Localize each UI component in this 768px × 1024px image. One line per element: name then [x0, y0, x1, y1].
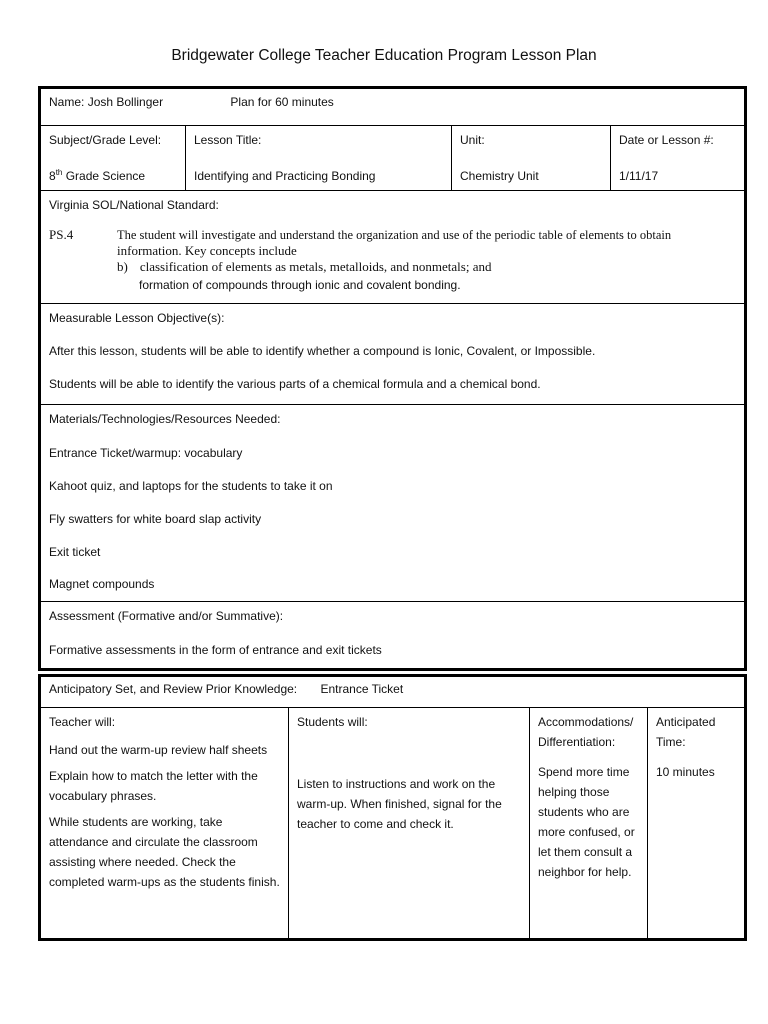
- teacher-item: While students are working, take attendance and circulate the classroom assisting where needed. Check the completed warm-ups as the students finish.: [49, 815, 280, 889]
- standard-code: PS.4: [49, 227, 74, 242]
- anticipatory-activity: Entrance Ticket: [320, 682, 404, 696]
- name-value: Josh Bollinger: [87, 95, 164, 109]
- standard-text-line1: The student will investigate and understand the organization and use of the periodic table of elements to obtain: [117, 228, 672, 242]
- standard-item-c: formation of compounds through ionic and covalent bonding.: [139, 278, 461, 292]
- students-text: Listen to instructions and work on the warm-up. When finished, signal for the teacher to come and check it.: [297, 777, 502, 831]
- name-label: Name:: [49, 95, 85, 109]
- lesson-plan-table: [38, 86, 747, 671]
- material-item: Fly swatters for white board slap activity: [49, 512, 262, 526]
- unit-label: Unit:: [460, 133, 485, 147]
- plan-duration: Plan for 60 minutes: [230, 95, 334, 109]
- teacher-item: Hand out the warm-up review half sheets: [49, 743, 268, 757]
- material-item: Kahoot quiz, and laptops for the students to take it on: [49, 479, 333, 493]
- objective-line2: Students will be able to identify the various parts of a chemical formula and a chemical bond.: [49, 377, 541, 391]
- objective-row: [40, 304, 746, 405]
- time-value: 10 minutes: [656, 765, 715, 779]
- materials-row: [40, 405, 746, 602]
- date-value: 1/11/17: [619, 169, 659, 183]
- subject-value: 8th Grade Science: [49, 168, 146, 183]
- standard-label: Virginia SOL/National Standard:: [49, 198, 219, 212]
- objective-label: Measurable Lesson Objective(s):: [49, 311, 225, 325]
- unit-value: Chemistry Unit: [460, 169, 539, 183]
- anticipatory-table: [38, 674, 747, 941]
- accommodations-text: Spend more time helping those students who are more confused, or let them consult a neighbor for help.: [538, 765, 635, 879]
- standard-item-b: b) classification of elements as metals, metalloids, and nonmetals; and: [117, 259, 492, 274]
- standard-text-line2: information. Key concepts include: [117, 243, 297, 258]
- materials-label: Materials/Technologies/Resources Needed:: [49, 412, 281, 426]
- teacher-label: Teacher will:: [49, 715, 116, 729]
- lesson-title-value: Identifying and Practicing Bonding: [194, 169, 376, 183]
- teacher-item: Explain how to match the letter with the vocabulary phrases.: [49, 769, 258, 803]
- lesson-title-label: Lesson Title:: [194, 133, 262, 147]
- name-row: [40, 88, 746, 126]
- time-label: Anticipated Time:: [656, 715, 716, 749]
- anticipatory-body-row: [40, 708, 746, 940]
- material-item: Magnet compounds: [49, 577, 155, 591]
- standard-row: [40, 191, 746, 304]
- info-row: [40, 126, 746, 191]
- page-title: Bridgewater College Teacher Education Program Lesson Plan: [171, 47, 597, 64]
- assessment-label: Assessment (Formative and/or Summative):: [49, 609, 284, 623]
- date-label: Date or Lesson #:: [619, 133, 714, 147]
- students-label: Students will:: [297, 715, 368, 729]
- accommodations-label: Accommodations/ Differentiation:: [538, 715, 634, 749]
- assessment-row: [40, 602, 746, 670]
- material-item: Exit ticket: [49, 545, 101, 559]
- anticipatory-header-row: [40, 676, 746, 708]
- anticipatory-label: Anticipatory Set, and Review Prior Knowledge:: [49, 682, 298, 696]
- material-item: Entrance Ticket/warmup: vocabulary: [49, 446, 243, 460]
- assessment-text: Formative assessments in the form of entrance and exit tickets: [49, 643, 382, 657]
- objective-line1: After this lesson, students will be able to identify whether a compound is Ionic, Covalent, or Impossible.: [49, 344, 596, 358]
- subject-label: Subject/Grade Level:: [49, 133, 162, 147]
